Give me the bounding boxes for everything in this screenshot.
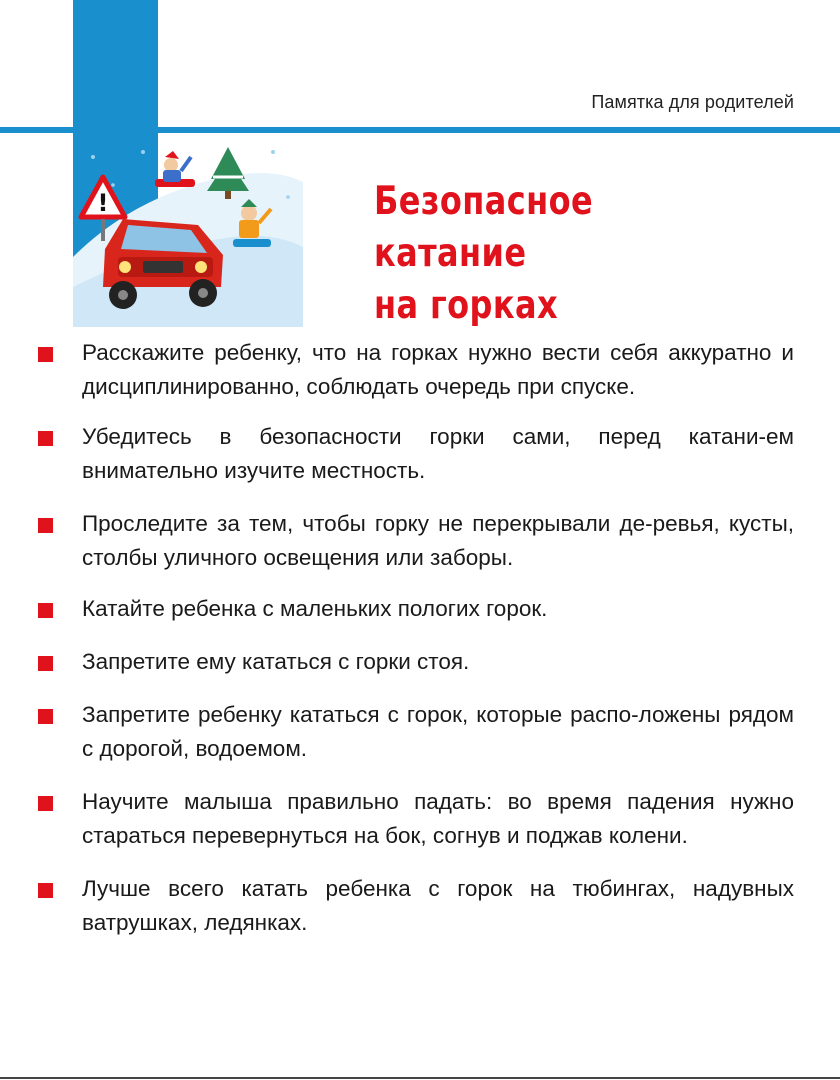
list-item <box>38 420 794 488</box>
list-item <box>38 785 794 853</box>
safety-tips-list <box>38 336 794 940</box>
list-item <box>38 336 794 404</box>
list-item-text: Катайте ребенка с маленьких пологих горок. <box>82 596 548 621</box>
winter-sledding-illustration <box>73 137 303 327</box>
bullet-square-icon <box>38 347 53 362</box>
bullet-square-icon <box>38 518 53 533</box>
header-label: Памятка для родителей <box>591 92 794 112</box>
sledding-child-icon <box>155 151 195 187</box>
bullet-square-icon <box>38 796 53 811</box>
bullet-square-icon <box>38 431 53 446</box>
list-item <box>38 698 794 766</box>
list-item <box>38 592 794 626</box>
header-rule <box>0 127 840 133</box>
list-item-text: Лучше всего катать ребенка с горок на тюбингах, надувных ватрушках, ледянках. <box>82 876 794 935</box>
list-item-text: Проследите за тем, чтобы горку не перекрывали де-ревья, кусты, столбы уличного освещения или заборы. <box>82 511 794 570</box>
list-item <box>38 872 794 940</box>
list-item-text: Расскажите ребенку, что на горках нужно вести себя аккуратно и дисциплинированно, соблюдать очередь при спуске. <box>82 340 794 399</box>
list-item-text: Убедитесь в безопасности горки сами, перед катани-ем внимательно изучите местность. <box>82 424 794 483</box>
title-line-2: на горках <box>374 283 558 328</box>
list-item-text: Запретите ребенку кататься с горок, которые распо-ложены рядом с дорогой, водоемом. <box>82 702 794 761</box>
list-item <box>38 645 794 679</box>
list-item-text: Научите малыша правильно падать: во время падения нужно стараться перевернуться на бок, согнув и поджав колени. <box>82 789 794 848</box>
title-line-1: Безопасное катание <box>374 179 594 276</box>
page-title <box>374 176 756 332</box>
footer-rule <box>0 1077 840 1079</box>
bullet-square-icon <box>38 883 53 898</box>
bullet-square-icon <box>38 603 53 618</box>
bullet-square-icon <box>38 656 53 671</box>
svg-text:!: ! <box>97 189 109 217</box>
list-item <box>38 507 794 575</box>
list-item-text: Запретите ему кататься с горки стоя. <box>82 649 470 674</box>
bullet-square-icon <box>38 709 53 724</box>
